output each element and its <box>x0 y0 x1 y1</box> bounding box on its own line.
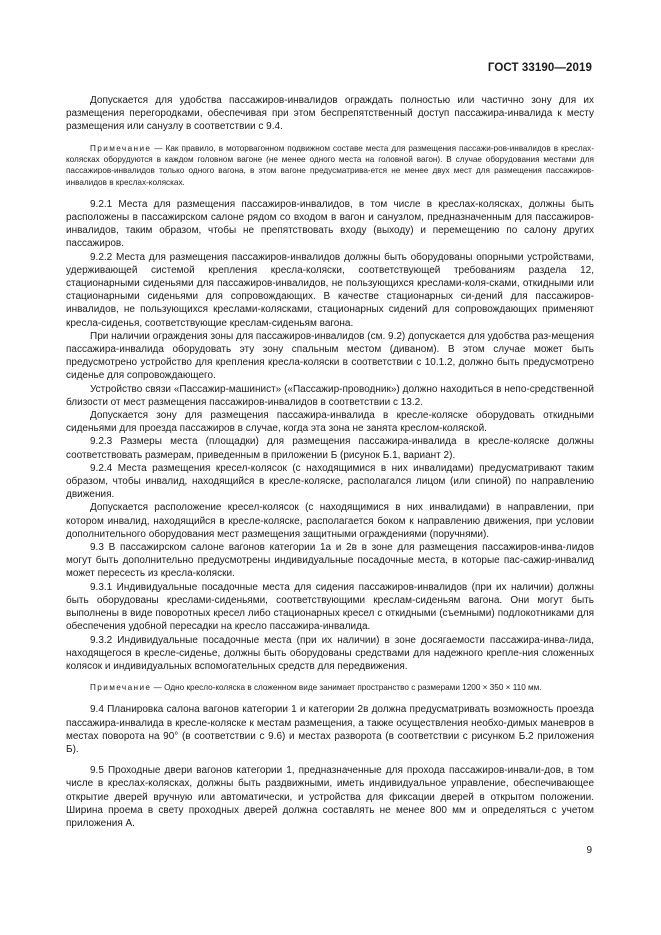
note-1-text: — Как правило, в моторвагонном подвижном составе места для размещения пассажи-ров-инвалидов в креслах-колясках оборудуются в каждом головном вагоне (не менее одного места на головной вагон). В случае оборудования местами для пассажиров-инвалидов только одного вагона, в этом вагоне предусматрива-ется не менее двух мест для размещения пассажиров-инвалидов в креслах-колясках. <box>66 143 594 187</box>
paragraph-9-3-2: 9.3.2 Индивидуальные посадочные места (при их наличии) в зоне досягаемости пассажира-инва-лида, находящегося в кресле-сиденье, должны быть оборудованы средствами для надежного крепле-ния сложенных колясок и индивидуальных вспомогательных средств для передвижения. <box>66 634 594 672</box>
paragraph-9-3-1: 9.3.1 Индивидуальные посадочные места для сидения пассажиров-инвалидов (при их наличии) должны быть оборудованы креслами-сиденьями, соответствующими креслам-сиденьям вагона. Они могут быть выполнены в виде поворотных кресел либо стационарных кресел с откидными (съемными) подлокотниками для обеспечения удобной пересадки на кресло пассажира-инвалида. <box>66 581 594 633</box>
document-header: ГОСТ 33190—2019 <box>487 62 592 74</box>
paragraph-9-2-1: 9.2.1 Места для размещения пассажиров-инвалидов, в том числе в креслах-колясках, должны быть расположены в пассажирском салоне рядом со входом в вагон и санузлом, предназначенным для пассажиров-инвалидов, таким образом, чтобы не препятствовать входу (выходу) и перемещению по салону других пассажиров. <box>66 198 594 250</box>
paragraph-fencing: Допускается для удобства пассажиров-инвалидов ограждать полностью или частично зону для их размещения перегородками, обеспечивая при этом беспрепятственный доступ пассажира-инвалида к месту размещения или санузлу в соответствии с 9.4. <box>66 95 594 133</box>
paragraph-9-2-3: 9.2.3 Размеры места (площадки) для размещения пассажира-инвалида в кресле-коляске должны соответствовать размерам, приведенным в приложении Б (рисунок Б.1, вариант 2). <box>66 436 594 461</box>
note-1 <box>66 143 594 188</box>
paragraph-9-4: 9.4 Планировка салона вагонов категории 1 и категории 2в должна предусматривать возможность проезда пассажира-инвалида в кресле-коляске к местам размещения, а также осуществления необхо-димых маневров в местах поворота на 90° (в соответствии с 9.6) и местах разворота (в соответствии с рисунком Б.2 приложения Б). <box>66 704 594 756</box>
paragraph-fence-sleeping-place: При наличии ограждения зоны для пассажиров-инвалидов (см. 9.2) допускается для удобства раз-мещения пассажира-инвалида оборудовать эту зону спальным местом (диваном). В этом случае может быть предусмотрено устройство для крепления кресла-коляски в соответствии с 10.1.2, должно быть предусмотрено сиденье для сопровождающего. <box>66 330 594 382</box>
paragraph-9-3: 9.3 В пассажирском салоне вагонов категории 1а и 2в в зоне для размещения пассажиров-инва-лидов могут быть дополнительно предусмотрены индивидуальные посадочные места, в которые пас-сажир-инвалид может пересесть из кресла-коляски. <box>66 542 594 580</box>
page-number: 9 <box>586 845 592 856</box>
note-2 <box>66 682 594 693</box>
paragraph-9-2-4: 9.2.4 Места размещения кресел-колясок (с находящимися в них инвалидами) предусматривают таким образом, чтобы инвалид, находящийся в кресле-коляске, располагался лицом (или спиной) по направлению движения. <box>66 462 594 501</box>
paragraph-folding-seats: Допускается зону для размещения пассажира-инвалида в кресле-коляске оборудовать откидными сиденьями для проезда пассажиров в случае, когда эта зона не занята креслом-коляской. <box>66 410 594 435</box>
paragraph-9-2-2: 9.2.2 Места для размещения пассажиров-инвалидов должны быть оборудованы опорными устройствами, удерживающей системой крепления кресла-коляски, соответствующей требованиям раздела 12, стационарными сиденьями для пассажиров-инвалидов, не пользующихся креслами-коля-сками, откидными или стационарными сиденьями для сопровождающих. В качестве стационарных си-дений для пассажиров-инвалидов, не пользующихся креслами-колясками, стационарных сидений для сопровождающих применяют кресла-сиденья, соответствующие креслам-сиденьям вагона. <box>66 251 594 329</box>
paragraph-communication-device: Устройство связи «Пассажир-машинист» («Пассажир-проводник») должно находиться в непо-средственной близости от мест размещения пассажиров-инвалидов в соответствии с 13.2. <box>66 383 594 408</box>
note-2-text: — Одно кресло-коляска в сложенном виде занимает пространство с размерами 1200 × 350 × 110 мм. <box>151 683 542 693</box>
paragraph-side-placement: Допускается расположение кресел-колясок (с находящимися в них инвалидами) в направлении, при котором инвалид, находящийся в кресле-коляске, располагается боком к направлению движения, при условии дополнительного оборудования мест размещения защитными ограждениями (поручнями). <box>66 502 594 540</box>
note-2-label: Примечание <box>90 683 152 693</box>
document-body <box>66 94 594 830</box>
paragraph-9-5: 9.5 Проходные двери вагонов категории 1, предназначенные для прохода пассажиров-инвали-дов, в том числе в креслах-колясках, должны быть раздвижными, иметь индивидуальное управление, обеспечивающее открытие дверей вручную или автоматически, и устройства для фиксации дверей в открытом положении. Ширина проема в свету проходных дверей должна составлять не менее 800 мм и определяться с учетом приложения А. <box>66 765 594 830</box>
note-1-label: Примечание <box>90 143 152 153</box>
